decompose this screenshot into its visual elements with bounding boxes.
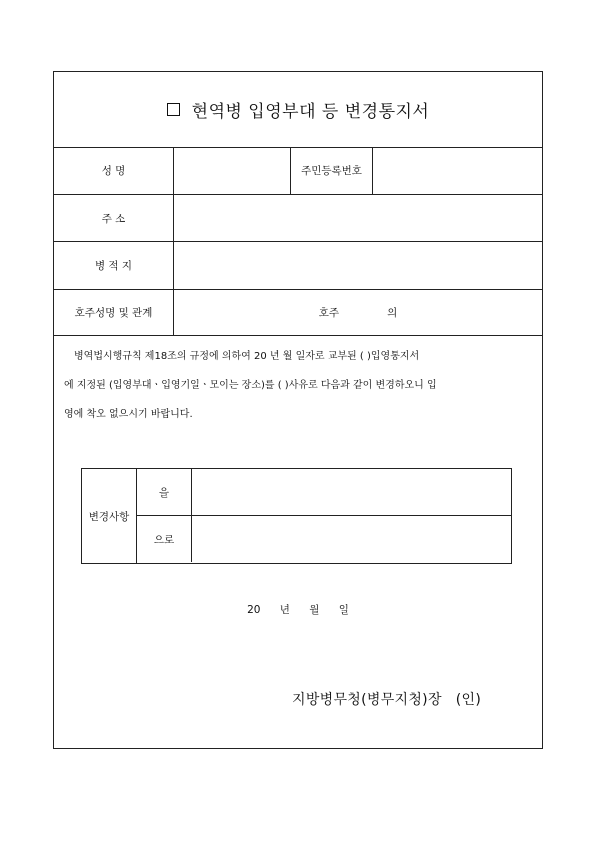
change-from-label: 을 — [137, 469, 192, 515]
signature-block — [292, 689, 481, 709]
change-label: 변경사항 — [82, 469, 137, 563]
body-line: 영에 착오 없으시기 바랍니다. — [64, 409, 193, 420]
body-line: 에 지정된 (입영부대ㆍ입영기일ㆍ모이는 장소)를 ( )사유로 다음과 같이 변경하오니 입 — [64, 380, 437, 391]
household-label: 호주성명 및 관계 — [54, 290, 174, 335]
issue-date: 20 년 월 일 — [247, 604, 349, 616]
notice-body — [54, 342, 542, 429]
household-field[interactable] — [174, 290, 542, 335]
seal-mark: (인) — [455, 692, 482, 708]
change-to-label: 으로 — [137, 516, 192, 562]
registry-row — [54, 242, 542, 290]
body-line: 병역법시행규칙 제18조의 규정에 의하여 20 년 월 일자로 교부된 ( )입영통지서 — [74, 351, 420, 362]
registry-field[interactable] — [174, 242, 542, 289]
household-head-text: 호주 — [318, 307, 340, 319]
notice-form — [53, 71, 543, 749]
address-row — [54, 195, 542, 242]
change-details-table — [81, 468, 512, 564]
issuer-name: 지방병무청(병무지청)장 — [292, 692, 442, 708]
form-title: 현역병 입영부대 등 변경통지서 — [191, 102, 430, 122]
checkbox-square-icon — [167, 103, 180, 116]
change-to-row — [137, 516, 511, 562]
registry-label: 병 적 지 — [54, 242, 174, 289]
rrn-field[interactable] — [373, 147, 542, 194]
name-row — [54, 147, 542, 195]
rrn-label: 주민등록번호 — [291, 147, 373, 194]
household-row — [54, 290, 542, 336]
name-field[interactable] — [174, 147, 291, 194]
change-from-row — [137, 469, 511, 516]
address-label: 주 소 — [54, 195, 174, 241]
change-from-field[interactable] — [192, 469, 511, 515]
form-title-row — [54, 72, 542, 148]
address-field[interactable] — [174, 195, 542, 241]
name-label: 성 명 — [54, 147, 174, 194]
household-of-text: 의 — [387, 307, 398, 319]
change-to-field[interactable] — [192, 516, 511, 562]
